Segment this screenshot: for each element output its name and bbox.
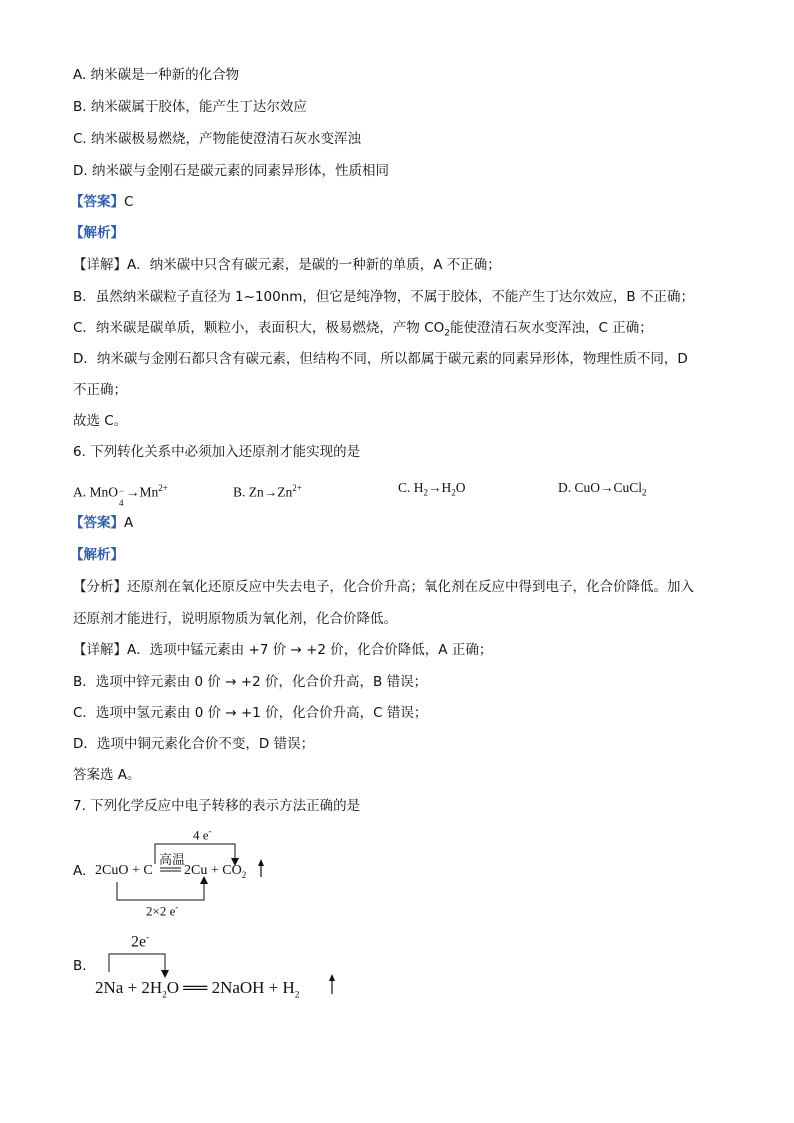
q5-answer	[70, 193, 133, 211]
q5-analysis-tag: 【解析】	[70, 225, 124, 241]
explanation-text: C．纳米碳是碳单质，颗粒小，表面积大，极易燃烧，产物 CO	[73, 320, 445, 336]
superscript: −	[119, 486, 125, 497]
products-text: 2NaOH + H	[211, 978, 295, 997]
analysis-head-tag: 【分析】	[73, 579, 127, 595]
answer-tag: 【答案】	[70, 515, 124, 531]
q6-analysis-tag: 【解析】	[70, 547, 124, 563]
formula-text: →Mn	[126, 484, 159, 500]
q5-explanation-4: D．纳米碳与金刚石都只含有碳元素，但结构不同，所以都属于碳元素的同素异形体，物理性质不同，D	[73, 351, 688, 367]
subscript: 2	[451, 487, 456, 498]
answer-value: C	[124, 194, 134, 210]
option-label: A.	[73, 863, 87, 879]
subscript: 2	[162, 989, 167, 1000]
subscript: 2	[642, 487, 647, 498]
electron-count: 2e	[131, 933, 147, 951]
q6-answer	[70, 514, 133, 532]
q6-option-a	[73, 479, 168, 509]
q5-option-b: B. 纳米碳属于胶体，能产生丁达尔效应	[73, 99, 307, 115]
detail-tag: 【详解】	[73, 642, 127, 658]
bottom-electron-label	[146, 902, 178, 919]
answer-value: A	[124, 515, 134, 531]
explanation-text: A．纳米碳中只含有碳元素，是碳的一种新的单质，A 不正确；	[127, 257, 501, 273]
q7-option-b	[73, 930, 353, 1005]
q6-option-c	[398, 479, 466, 502]
formula-text: O	[455, 480, 466, 495]
q5-option-d: D. 纳米碳与金刚石是碳元素的同素异形体，性质相同	[73, 163, 389, 179]
products-text: 2Cu + CO	[184, 863, 242, 878]
reaction-equation	[95, 978, 299, 999]
q5-option-c: C. 纳米碳极易燃烧，产物能使澄清石灰水变浑浊	[73, 131, 362, 147]
q6-analysis-2: 还原剂才能进行，说明原物质为氧化剂，化合价降低。	[73, 611, 397, 627]
reactants-text: 2Na + 2H	[95, 978, 163, 997]
q6-explanation-d: D．选项中铜元素化合价不变，D 错误；	[73, 736, 315, 752]
top-electron-label	[131, 932, 149, 951]
subscript: 4	[119, 498, 124, 509]
superscript: -	[175, 902, 179, 912]
explanation-text: A．选项中锰元素由 +7 价 → +2 价，化合价降低，A 正确；	[127, 642, 493, 658]
q7-stem: 7. 下列化学反应中电子转移的表示方法正确的是	[73, 798, 361, 814]
formula-text: B. Zn→Zn	[233, 484, 293, 500]
subscript: 2	[241, 869, 247, 880]
q6-option-d	[558, 479, 647, 502]
q5-explanation-3	[73, 319, 653, 343]
subscript: 2	[294, 989, 300, 1000]
superscript: -	[208, 826, 212, 836]
q6-explanation-a	[73, 641, 492, 659]
superscript: -	[146, 932, 150, 942]
q6-explanation-c: C．选项中氢元素由 0 价 → +1 价，化合价升高，C 错误；	[73, 705, 428, 721]
top-electron-label	[193, 826, 212, 843]
subscript: 2	[423, 487, 429, 498]
q5-explanation-2: B．虽然纳米碳粒子直径为 1~100nm，但它是纯净物，不属于胶体，不能产生丁达尔效应，B 不正确；	[73, 289, 694, 305]
superscript: 2+	[158, 483, 168, 493]
superscript: 2+	[292, 483, 302, 493]
q6-stem: 6. 下列转化关系中必须加入还原剂才能实现的是	[73, 444, 361, 460]
q6-explanation-b: B．选项中锌元素由 0 价 → +2 价，化合价升高，B 错误；	[73, 674, 428, 690]
reactants: 2CuO + C	[95, 863, 153, 878]
q5-explanation-4b: 不正确；	[73, 382, 127, 398]
products	[184, 863, 246, 880]
electron-count: 2×2 e	[146, 903, 176, 919]
q6-analysis-1	[73, 578, 694, 596]
q6-option-b	[233, 479, 302, 502]
explanation-text: 能使澄清石灰水变浑浊，C 正确；	[450, 320, 653, 336]
subscript: 2	[444, 328, 451, 339]
q5-option-a: A. 纳米碳是一种新的化合物	[73, 67, 240, 83]
formula-text: →H	[428, 480, 452, 495]
detail-tag: 【详解】	[73, 257, 127, 273]
electron-count: 4 e	[193, 827, 209, 843]
answer-tag: 【答案】	[70, 194, 124, 210]
reactants-text: O	[166, 978, 179, 997]
q6-conclusion: 答案选 A。	[73, 767, 141, 783]
reaction-condition: 高温	[159, 853, 186, 868]
formula-text: D. CuO→CuCl	[558, 480, 643, 495]
q5-explanation-1	[73, 256, 501, 274]
formula-text: A. MnO	[73, 484, 119, 500]
option-label: B.	[73, 958, 87, 974]
analysis-text: 还原剂在氧化还原反应中失去电子，化合价升高；氧化剂在反应中得到电子，化合价降低。加入	[127, 579, 694, 595]
equals-sign: ══	[183, 978, 208, 997]
q7-option-a	[73, 822, 293, 922]
formula-text: C. H	[398, 480, 424, 495]
q5-conclusion: 故选 C。	[73, 413, 128, 429]
